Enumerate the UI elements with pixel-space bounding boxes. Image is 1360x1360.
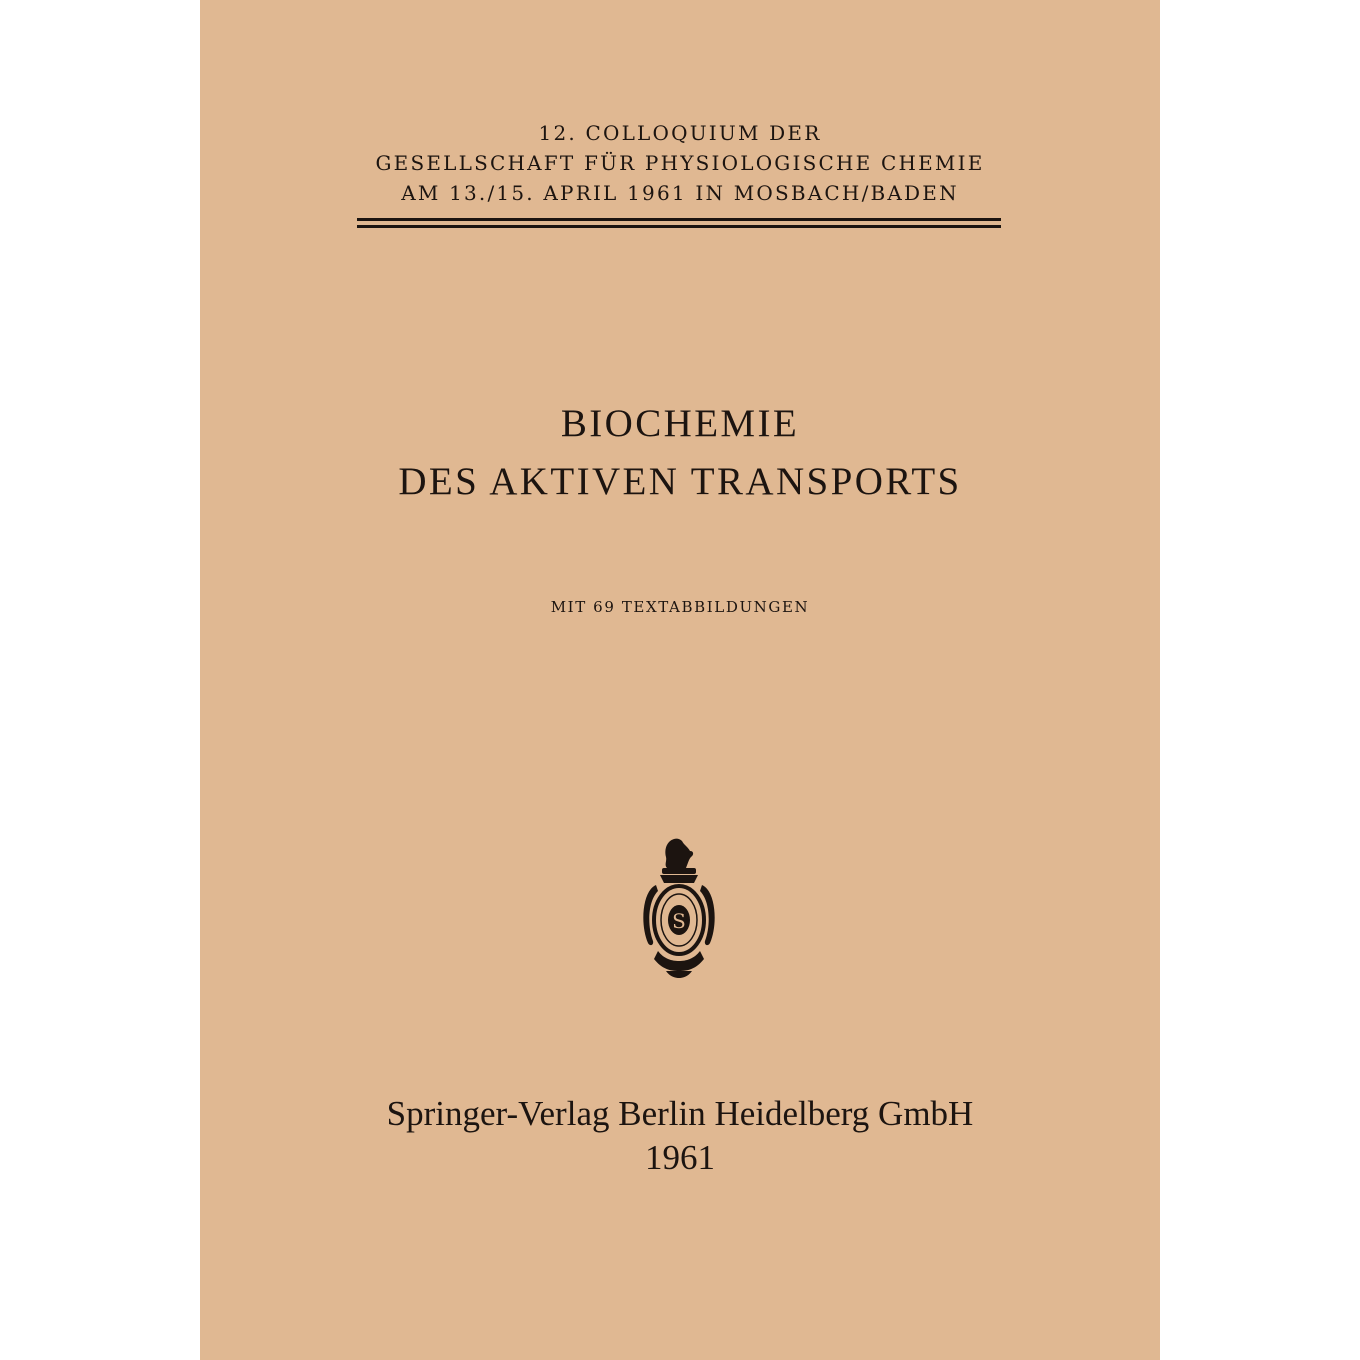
publication-year: 1961 — [645, 1138, 715, 1177]
rule-line-bottom — [357, 225, 1001, 228]
book-title-line-1: BIOCHEMIE — [560, 402, 800, 445]
rule-line-top — [357, 218, 1001, 221]
logo-monogram: S — [672, 909, 686, 933]
series-line-1: 12. COLLOQUIUM DER — [538, 121, 822, 145]
book-title — [200, 395, 1160, 511]
book-cover — [200, 0, 1160, 1360]
publisher-block — [200, 1092, 1160, 1180]
double-rule-divider — [357, 218, 1001, 228]
springer-knight-emblem-icon — [634, 835, 724, 980]
figures-note: MIT 69 TEXTABBILDUNGEN — [550, 598, 810, 616]
series-heading — [200, 118, 1160, 208]
publisher-name: Springer-Verlag Berlin Heidelberg GmbH — [386, 1094, 974, 1133]
series-line-2: GESELLSCHAFT FÜR PHYSIOLOGISCHE CHEMIE — [375, 151, 985, 175]
book-title-line-2: DES AKTIVEN TRANSPORTS — [398, 460, 962, 503]
series-line-3: AM 13./15. APRIL 1961 IN MOSBACH/BADEN — [401, 181, 959, 205]
